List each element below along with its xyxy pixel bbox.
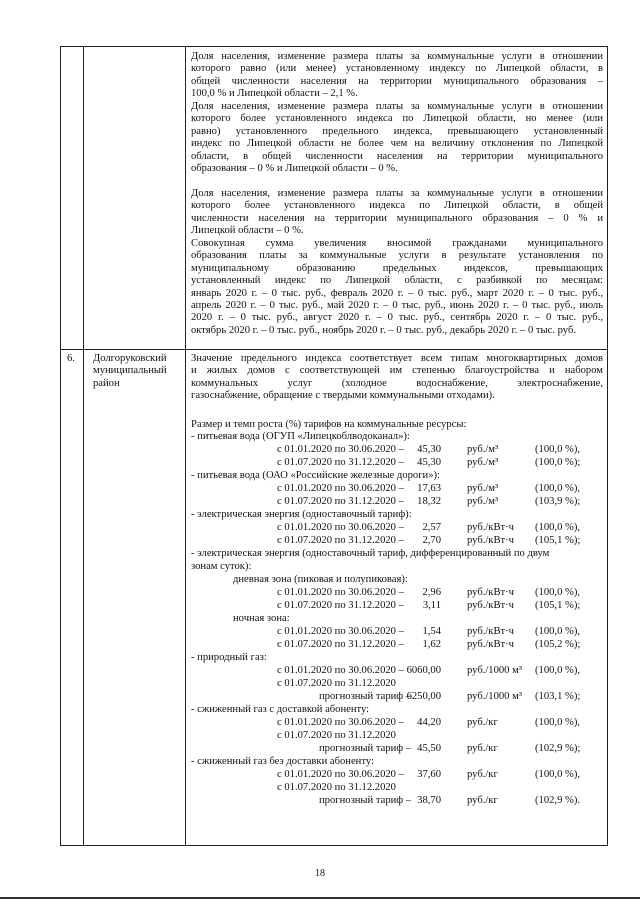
natural-gas-forecast-value: 6250,00 <box>406 691 441 702</box>
population-share-equal-line: которого равно (или менее) установленному индексу по Липецкой области, в <box>191 63 603 75</box>
tariffs-title: Размер и темп роста (%) тарифов на коммунальные ресурсы: <box>191 419 467 430</box>
water-rzd-h1-pct: (100,0 %), <box>535 483 581 494</box>
population-share-between-line: Доля населения, изменение размера платы за коммунальные услуги в отношении <box>191 101 603 112</box>
population-share-equal-line: 100,0 % и Липецкой области – 2,1 %. <box>191 88 358 100</box>
total-increase-line: установленный индекс по Липецкой области, с разбивкой по месяцам: <box>191 275 603 287</box>
water-lipetsk-h2-unit: руб./м³ <box>467 457 499 468</box>
lpg-no-delivery-h1-date: с 01.01.2020 по 30.06.2020 – <box>277 769 404 780</box>
water-rzd-h2-pct: (103,9 %); <box>535 496 581 507</box>
water-rzd-h2-unit: руб./м³ <box>467 496 499 507</box>
natural-gas-label: - природный газ: <box>191 652 267 663</box>
population-share-between-line: которого более установленного индекса по Липецкой области, но менее (или <box>191 113 603 125</box>
water-lipetsk-h1-pct: (100,0 %), <box>535 444 581 455</box>
column-divider-1 <box>83 47 84 845</box>
day-zone-h2-date: с 01.07.2020 по 31.12.2020 – <box>277 600 404 611</box>
night-zone-h2-pct: (105,2 %); <box>535 639 581 650</box>
total-increase-line: апрель 2020 г. – 0 тыс. руб., май 2020 г. – 0 тыс. руб., июнь 2020 г. – 0 тыс. руб., июль <box>191 300 603 311</box>
water-rzd-label: - питьевая вода (ОАО «Российские железные дороги»): <box>191 470 440 481</box>
total-increase-line: муниципальному образованию предельных индексов, превышающих <box>191 262 603 274</box>
lpg-delivery-forecast-unit: руб./кг <box>467 743 498 754</box>
lpg-no-delivery-h1-pct: (100,0 %), <box>535 769 581 780</box>
natural-gas-h1-unit: руб./1000 м³ <box>467 665 523 676</box>
lpg-no-delivery-forecast-label: прогнозный тариф – <box>319 795 412 806</box>
water-rzd-h1-unit: руб./м³ <box>467 483 499 494</box>
district-name: Долгоруковский муниципальный район <box>93 353 167 389</box>
electricity-zones-label: - электрическая энергия (одноставочный тариф, дифференцированный по двум <box>191 548 550 559</box>
lpg-no-delivery-label: - сжиженный газ без доставки абоненту: <box>191 756 374 767</box>
electricity-zones-label-2: зонам суток): <box>191 561 252 572</box>
night-zone-h1-value: 1,54 <box>422 626 441 637</box>
night-zone-h1-pct: (100,0 %), <box>535 626 581 637</box>
day-zone-label: дневная зона (пиковая и полупиковая): <box>233 574 408 585</box>
population-share-between-line: равно) установленного предельного индекса, превышающего установленный <box>191 125 603 137</box>
lpg-delivery-label: - сжиженный газ с доставкой абоненту: <box>191 704 370 715</box>
water-rzd-h2-value: 18,32 <box>417 496 441 507</box>
night-zone-h1-unit: руб./кВт·ч <box>467 626 514 637</box>
water-lipetsk-h2-value: 45,30 <box>417 457 441 468</box>
natural-gas-h2-date: с 01.07.2020 по 31.12.2020 <box>277 678 396 689</box>
total-increase-line: образования платы за коммунальные услуги в результате установления по <box>191 250 603 262</box>
population-share-above-line: Липецкой области – 0 %. <box>191 225 304 237</box>
lpg-no-delivery-h1-unit: руб./кг <box>467 769 498 780</box>
water-lipetsk-h1-value: 45,30 <box>417 444 441 455</box>
natural-gas-forecast-pct: (103,1 %); <box>535 691 581 702</box>
population-share-between-line: индекс по Липецкой области не более чем на величину отклонения по Липецкой <box>191 138 603 150</box>
day-zone-h1-pct: (100,0 %), <box>535 587 581 598</box>
electricity-h2-pct: (105,1 %); <box>535 535 581 546</box>
electricity-h2-unit: руб./кВт·ч <box>467 535 514 546</box>
water-lipetsk-h1-date: с 01.01.2020 по 30.06.2020 – <box>277 444 404 455</box>
lpg-delivery-forecast-pct: (102,9 %); <box>535 743 581 754</box>
index-note-line: и жилых домов с соответствующей им степенью благоустройства и набором <box>191 365 603 377</box>
lpg-no-delivery-h1-value: 37,60 <box>417 769 441 780</box>
lpg-no-delivery-forecast-value: 38,70 <box>417 795 441 806</box>
water-rzd-h1-value: 17,63 <box>417 483 441 494</box>
natural-gas-h1-date: с 01.01.2020 по 30.06.2020 – <box>277 665 404 676</box>
population-share-above-line: Доля населения, изменение размера платы за коммунальные услуги в отношении <box>191 188 603 199</box>
electricity-h1-pct: (100,0 %), <box>535 522 581 533</box>
population-share-above-line: численности населения на территории муниципального образования – 0 % и <box>191 212 603 224</box>
population-share-between-line: области, в общей численности населения на территории муниципального <box>191 150 603 162</box>
natural-gas-forecast-unit: руб./1000 м³ <box>467 691 523 702</box>
index-note-line: Значение предельного индекса соответствует всем типам многоквартирных домов <box>191 353 603 364</box>
lpg-delivery-h1-date: с 01.01.2020 по 30.06.2020 – <box>277 717 404 728</box>
lpg-delivery-h1-pct: (100,0 %), <box>535 717 581 728</box>
bottom-rule <box>0 897 640 899</box>
index-note-line: газоснабжение, обращение с твердыми коммунальными отходами). <box>191 390 495 402</box>
electricity-h2-date: с 01.07.2020 по 31.12.2020 – <box>277 535 404 546</box>
lpg-delivery-forecast-value: 45,50 <box>417 743 441 754</box>
natural-gas-h1-pct: (100,0 %), <box>535 665 581 676</box>
water-rzd-h2-date: с 01.07.2020 по 31.12.2020 – <box>277 496 404 507</box>
population-share-above-line: которого более установленного индекса по Липецкой области, в общей <box>191 200 603 212</box>
row-number: 6. <box>67 353 75 364</box>
electricity-label: - электрическая энергия (одноставочный тариф): <box>191 509 412 520</box>
electricity-h1-unit: руб./кВт·ч <box>467 522 514 533</box>
day-zone-h2-unit: руб./кВт·ч <box>467 600 514 611</box>
water-rzd-h1-date: с 01.01.2020 по 30.06.2020 – <box>277 483 404 494</box>
population-share-between-line: образования – 0 % и Липецкой области – 0 %. <box>191 163 398 174</box>
tariff-table <box>60 46 608 846</box>
day-zone-h1-date: с 01.01.2020 по 30.06.2020 – <box>277 587 404 598</box>
water-lipetsk-h1-unit: руб./м³ <box>467 444 499 455</box>
water-lipetsk-label: - питьевая вода (ОГУП «Липецкоблводоканал»): <box>191 431 410 442</box>
lpg-delivery-h2-date: с 01.07.2020 по 31.12.2020 <box>277 730 396 741</box>
electricity-h2-value: 2,70 <box>422 535 441 546</box>
natural-gas-h1-value: 6060,00 <box>406 665 441 676</box>
lpg-delivery-h1-value: 44,20 <box>417 717 441 728</box>
day-zone-h2-value: 3,11 <box>422 600 441 611</box>
electricity-h1-date: с 01.01.2020 по 30.06.2020 – <box>277 522 404 533</box>
index-note-line: коммунальных услуг (холодное водоснабжение, электроснабжение, <box>191 377 603 389</box>
day-zone-h2-pct: (105,1 %); <box>535 600 581 611</box>
electricity-h1-value: 2,57 <box>422 522 441 533</box>
night-zone-h2-value: 1,62 <box>422 639 441 650</box>
total-increase-line: октябрь 2020 г. – 0 тыс. руб., ноябрь 2020 г. – 0 тыс. руб., декабрь 2020 г. – 0 тыс. руб. <box>191 324 576 336</box>
night-zone-h1-date: с 01.01.2020 по 30.06.2020 – <box>277 626 404 637</box>
lpg-delivery-forecast-label: прогнозный тариф – <box>319 743 412 754</box>
lpg-no-delivery-forecast-pct: (102,9 %). <box>535 795 581 806</box>
row-divider <box>61 349 607 350</box>
day-zone-h1-unit: руб./кВт·ч <box>467 587 514 598</box>
page-number: 18 <box>315 868 325 879</box>
night-zone-h2-unit: руб./кВт·ч <box>467 639 514 650</box>
night-zone-h2-date: с 01.07.2020 по 31.12.2020 – <box>277 639 404 650</box>
water-lipetsk-h2-date: с 01.07.2020 по 31.12.2020 – <box>277 457 404 468</box>
population-share-equal-line: общей численности населения на территории муниципального образования – <box>191 75 603 87</box>
total-increase-line: январь 2020 г. – 0 тыс. руб., февраль 2020 г. – 0 тыс. руб., март 2020 г. – 0 тыс. руб., <box>191 287 603 299</box>
lpg-delivery-h1-unit: руб./кг <box>467 717 498 728</box>
total-increase-line: 2020 г. – 0 тыс. руб., август 2020 г. – 0 тыс. руб., сентябрь 2020 г. – 0 тыс. руб., <box>191 312 603 324</box>
population-share-equal-line: Доля населения, изменение размера платы за коммунальные услуги в отношении <box>191 51 603 62</box>
column-divider-2 <box>185 47 186 845</box>
total-increase-line: Совокупная сумма увеличения вносимой гражданами муниципального <box>191 238 603 249</box>
night-zone-label: ночная зона: <box>233 613 290 624</box>
day-zone-h1-value: 2,96 <box>422 587 441 598</box>
natural-gas-forecast-label: прогнозный тариф – <box>319 691 412 702</box>
lpg-no-delivery-h2-date: с 01.07.2020 по 31.12.2020 <box>277 782 396 793</box>
water-lipetsk-h2-pct: (100,0 %); <box>535 457 581 468</box>
lpg-no-delivery-forecast-unit: руб./кг <box>467 795 498 806</box>
